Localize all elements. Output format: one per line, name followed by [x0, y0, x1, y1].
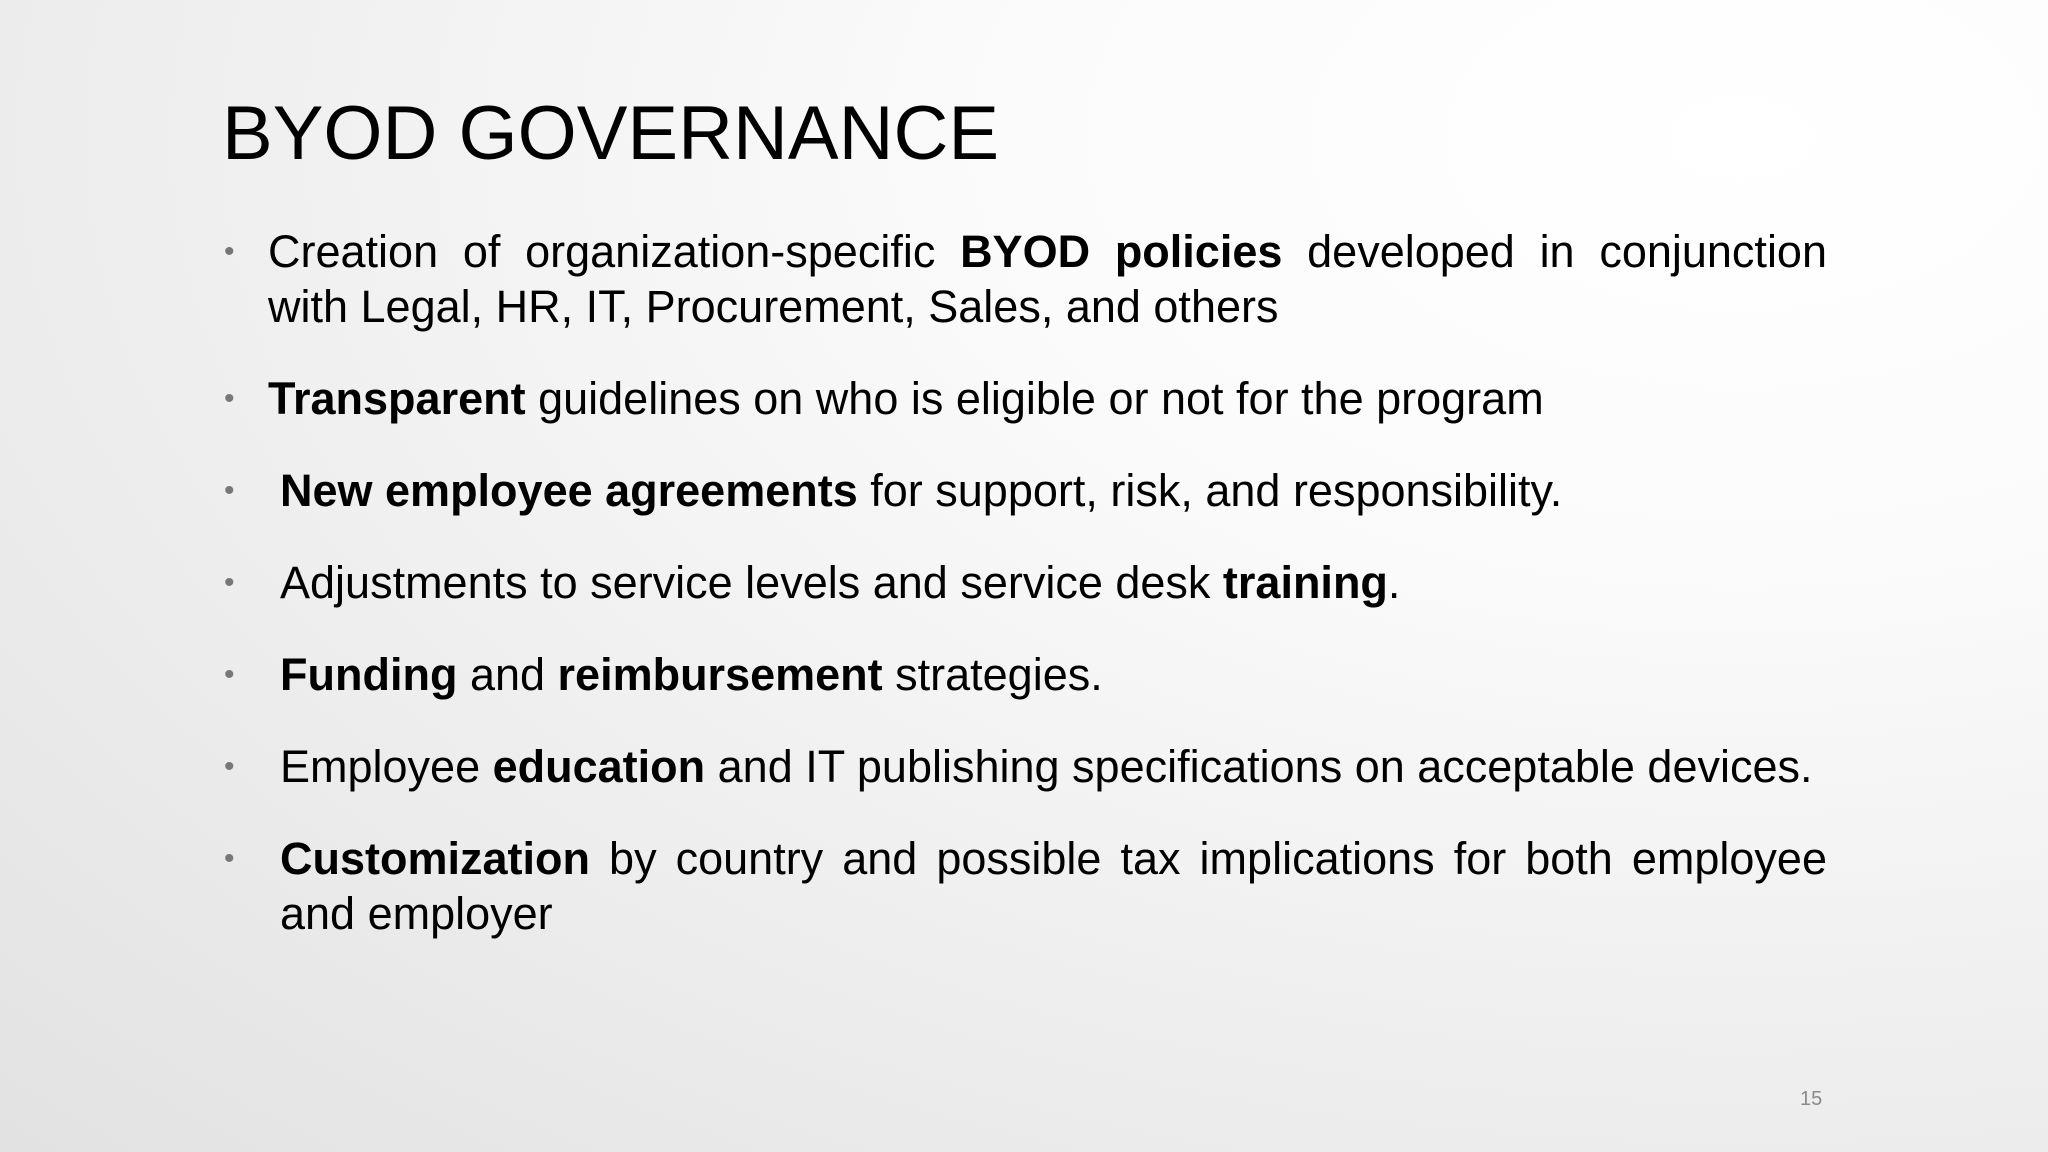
bullet-dot-icon: •	[224, 382, 235, 415]
bullet-item	[222, 647, 1827, 702]
bullet-text: Adjustments to service levels and service desk training.	[280, 557, 1401, 608]
bullet-dot-icon: •	[224, 750, 235, 783]
bullet-list	[222, 224, 1827, 978]
bullet-dot-icon: •	[224, 235, 235, 268]
bullet-item	[222, 555, 1827, 610]
bullet-item	[222, 463, 1827, 518]
bullet-text: Funding and reimbursement strategies.	[280, 649, 1103, 700]
bullet-text: New employee agreements for support, risk, and responsibility.	[280, 465, 1563, 516]
bullet-item	[222, 224, 1827, 334]
bullet-item	[222, 739, 1827, 794]
bullet-item	[222, 371, 1827, 426]
bullet-dot-icon: •	[224, 842, 235, 875]
bullet-dot-icon: •	[224, 566, 235, 599]
bullet-item	[222, 831, 1827, 941]
bullet-text: Creation of organization-specific BYOD policies developed in conjunction with Legal, HR, IT, Procurement, Sales, and others	[268, 226, 1827, 332]
bullet-text: Transparent guidelines on who is eligible or not for the program	[268, 373, 1544, 424]
bullet-text: Employee education and IT publishing specifications on acceptable devices.	[280, 741, 1813, 792]
page-number: 15	[1800, 1088, 1823, 1110]
slide-title: BYOD GOVERNANCE	[222, 91, 1000, 176]
bullet-dot-icon: •	[224, 474, 235, 507]
bullet-dot-icon: •	[224, 658, 235, 691]
bullet-text: Customization by country and possible tax implications for both employee and employer	[280, 833, 1827, 939]
